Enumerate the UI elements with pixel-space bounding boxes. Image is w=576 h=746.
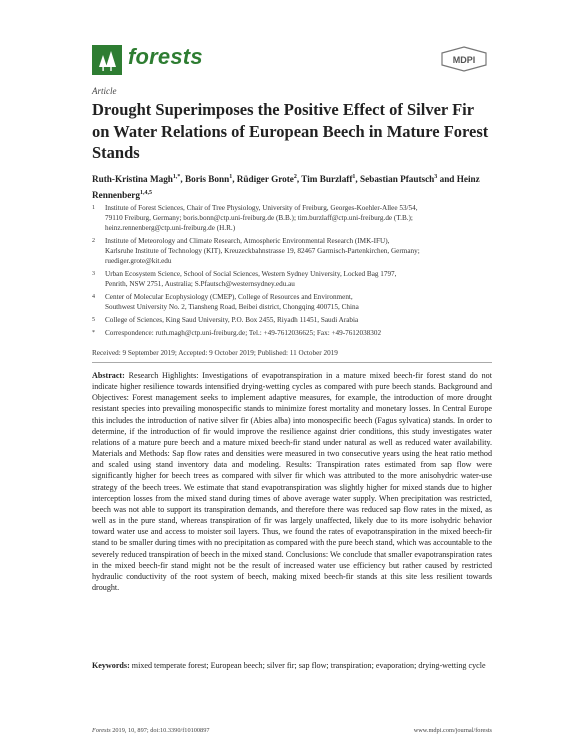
- affiliation-text: College of Sciences, King Saud University, P.O. Box 2455, Riyadh 11451, Saudi Arabia: [105, 316, 359, 324]
- footer-url[interactable]: www.mdpi.com/journal/forests: [413, 727, 492, 734]
- affiliation-text: Correspondence: ruth.magh@ctp.uni-freiburg.de; Tel.: +49-7612036625; Fax: +49-7612038302: [105, 329, 382, 337]
- affiliation-text: Center of Molecular Ecophysiology (CMEP), College of Resources and Environment, Southwest University No. 2, Tiansheng Road, Beibei district, Chongqing 400715, China: [105, 293, 359, 311]
- footer-journal: Forests: [92, 727, 111, 734]
- affiliation-list: [92, 203, 492, 341]
- footer-citation: [92, 727, 210, 734]
- mdpi-text: MDPI: [452, 55, 476, 65]
- author-name: Rüdiger Grote: [236, 174, 294, 185]
- keywords: [92, 660, 492, 671]
- abstract-text: Research Highlights: Investigations of evapotranspiration in a mature mixed beech-fir forest stand do not indicate higher resilience towards intensified drying-wetting cycles as compared with pure beech stands. Background and Objectives: Forest management seeks to implement adaptive measures, for example, the introduction of more drought resistant species into prevailing monospecific stands to minimize forest mortality and monetary losses. In Central Europe this includes the introduction of native silver fir (Abies alba) into monospecific beech (Fagus sylvatica) stands. In order to determine, if the introduction of fir would improve the resilience against drier conditions, this study investigates water relations of a mature pure beech and a mature mixed beech-fir stand under natural as well as reduced water availability. Materials and Methods: Sap flow rates and densities were measured in two consecutive years using the heat ratio method and scaled using stand inventory data and modeling. Results: Transpiration rates estimated from sap flow were significantly higher for beech trees as compared with silver fir which was attributed to the more anisohydric water-use strategy of the beech trees. We estimate that stand evapotranspiration was slightly higher for mixed stands due to higher interception losses from the mixed stand during times of above average water supply. When precipitation was restricted, beech was not able to support its transpiration demands, and therefore there was reduced sap flow rates in the mixed, as well as in the pure stand, whereas transpiration of fir was largely unaffected, likely due to its more isohydric behavior toward water use and access to moister soil layers. Thus, we found the rates of evapotranspiration in the mixed beech-fir stand to be smaller during times with no precipitation as compared with the pure beech stand, which was accountable to the severely reduced transpiration of beech in the mixed stand. Conclusions: We conclude that smaller evapotranspiration rates in the mixed beech-fir stand might not be the result of increased water use efficiency but rather caused by restricted hydraulic conductivity of the root system of beech, making mixed beech-fir stands at this site less resilient towards drought.: [92, 371, 492, 592]
- publication-dates: Received: 9 September 2019; Accepted: 9 October 2019; Published: 11 October 2019: [92, 349, 338, 357]
- affiliation-number: 1: [92, 205, 95, 211]
- author-affiliation-mark: 1: [352, 174, 356, 180]
- affiliation-number: *: [92, 330, 95, 336]
- author-name: Ruth-Kristina Magh: [92, 174, 173, 185]
- author-affiliation-mark: 1: [229, 174, 233, 180]
- affiliation-item: [92, 203, 492, 233]
- mdpi-logo: [440, 46, 488, 72]
- author-affiliation-mark: 1,*: [172, 174, 181, 180]
- affiliation-item: [92, 236, 492, 266]
- affiliation-number: 5: [92, 317, 95, 323]
- author-name: Tim Burzlaff: [301, 174, 353, 185]
- affiliation-number: 2: [92, 238, 95, 244]
- author-name: Sebastian Pfautsch: [360, 174, 435, 185]
- affiliation-text: Institute of Meteorology and Climate Research, Atmospheric Environmental Research (IMK-IFU), Karlsruhe Institute of Technology (KIT), Kreuzeckbahnstrasse 19, 82467 Garmisch-Partenkirchen, Germany; ruediger.grote@kit.edu: [105, 237, 420, 265]
- author-affiliation-mark: 3: [434, 174, 438, 180]
- author-list: Ruth-Kristina Magh$^{1,*}$, Boris Bonn$^1$, Rüdiger Grote$^2$, Tim Burzlaff$^1$, Sebastian Pfautsch$^3$ and Heinz Rennenberg$^{1,4,5}$: [92, 174, 480, 201]
- divider: [92, 362, 492, 363]
- paper-title: Drought Superimposes the Positive Effect of Silver Fir on Water Relations of European Beech in Mature Forest Stands: [92, 100, 489, 162]
- article-type: Article: [92, 86, 117, 96]
- abstract-label: Abstract:: [92, 371, 125, 380]
- affiliation-item: [92, 315, 492, 325]
- author-affiliation-mark: 1,4,5: [139, 190, 152, 197]
- author-name: Boris Bonn: [185, 174, 230, 185]
- footer-doi: 2019, 10, 897; doi:10.3390/f10100897: [110, 727, 210, 734]
- abstract: [92, 370, 492, 593]
- affiliation-item: [92, 269, 492, 289]
- forests-logo: [92, 45, 122, 75]
- affiliation-number: 3: [92, 271, 95, 277]
- affiliation-item: [92, 328, 492, 338]
- author-name: Heinz Rennenberg: [92, 174, 480, 201]
- affiliation-text: Institute of Forest Sciences, Chair of Tree Physiology, University of Freiburg, Georges-Koehler-Allee 53/54, 79110 Freiburg, Germany; boris.bonn@ctp.uni-freiburg.de (B.B.); tim.burzlaff@ctp.uni-freiburg.de (T.B.); heinz.rennenberg@ctp.uni-freiburg.de (H.R.): [105, 204, 418, 232]
- keywords-label: Keywords:: [92, 661, 130, 670]
- keywords-text: mixed temperate forest; European beech; silver fir; sap flow; transpiration; evaporation; drying-wetting cycle: [131, 661, 486, 670]
- author-affiliation-mark: 2: [293, 174, 297, 180]
- journal-name: forests: [128, 44, 203, 69]
- affiliation-item: [92, 292, 492, 312]
- affiliation-number: 4: [92, 294, 95, 300]
- tree-icon: [92, 45, 122, 75]
- affiliation-text: Urban Ecosystem Science, School of Social Sciences, Western Sydney University, Locked Bag 1797, Penrith, NSW 2751, Australia; S.Pfautsch@westernsydney.edu.au: [105, 270, 397, 288]
